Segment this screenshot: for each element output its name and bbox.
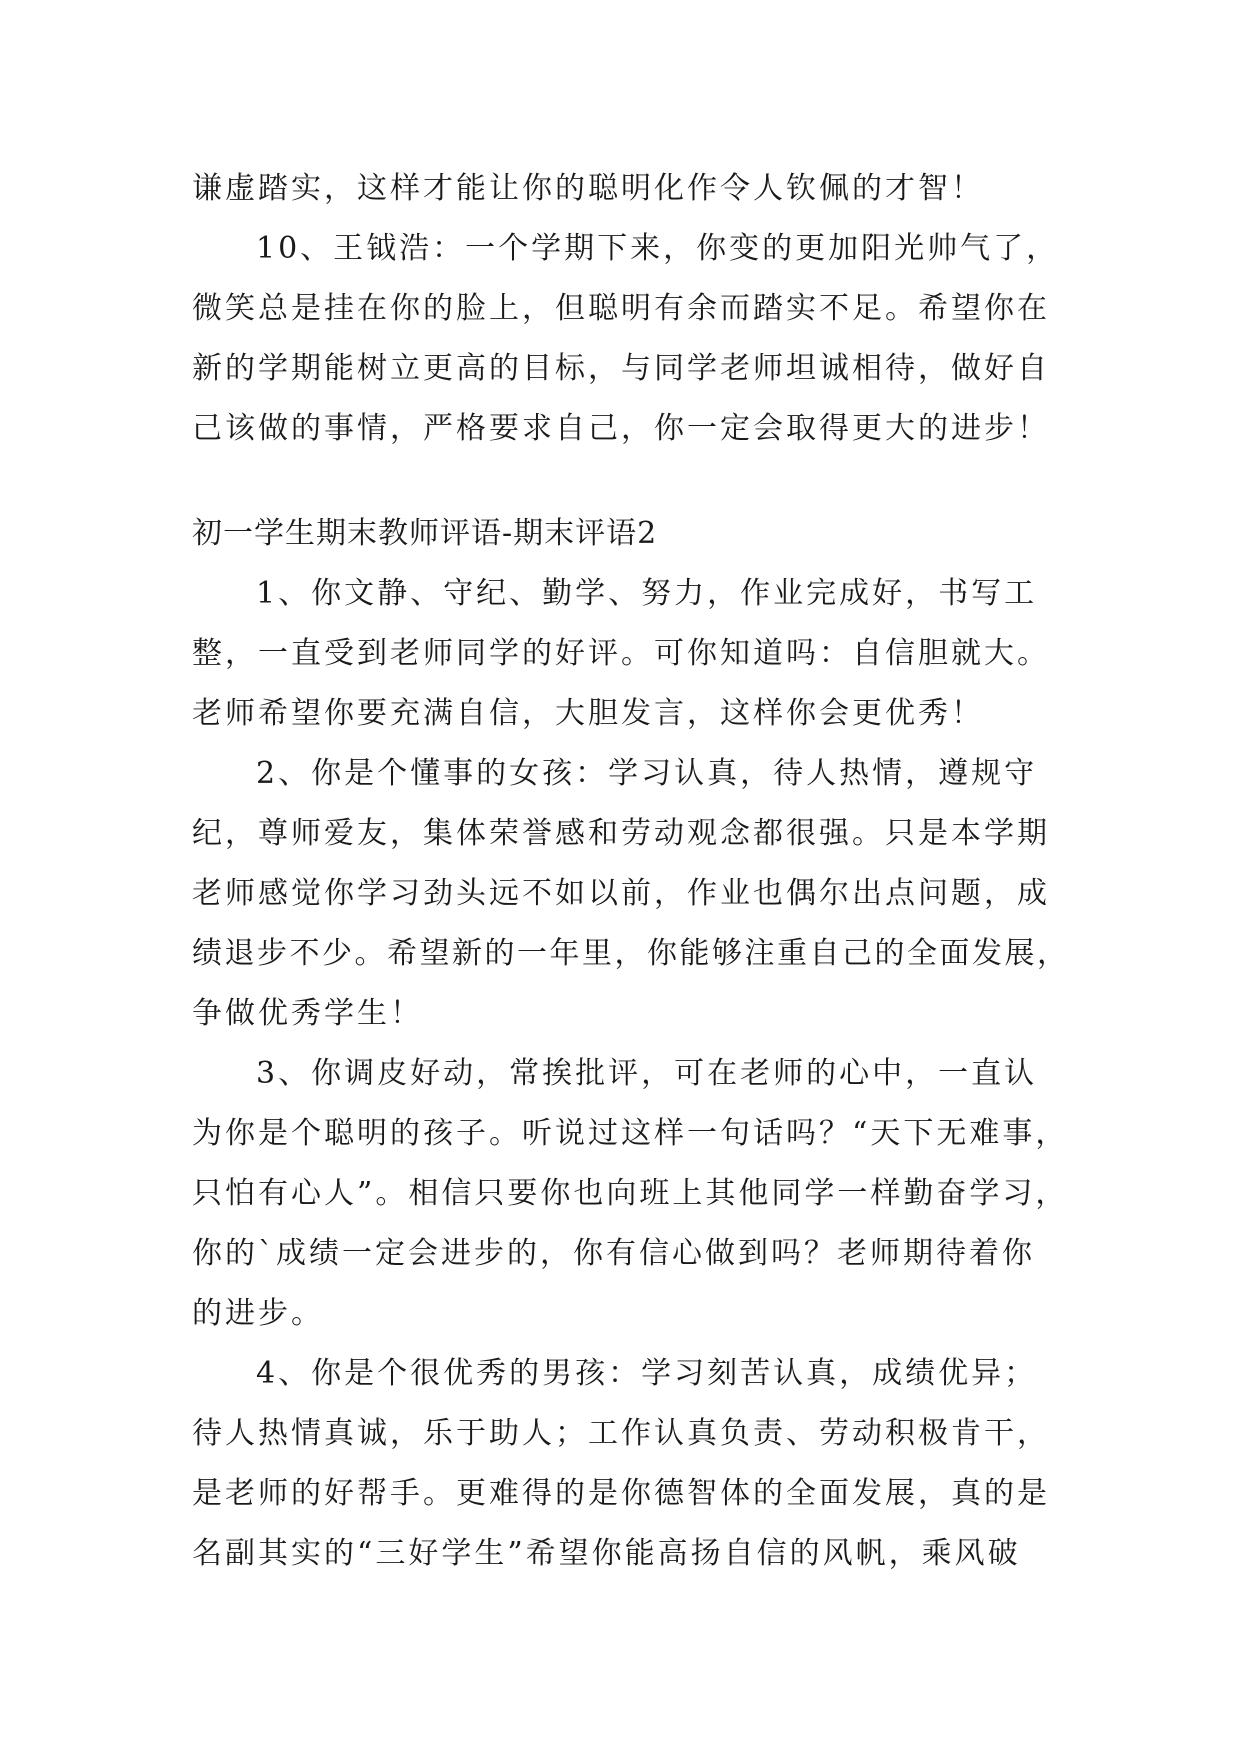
text-line: 争做优秀学生！ xyxy=(192,996,423,1031)
text-line: 你的`成绩一定会进步的，你有信心做到吗？老师期待着你 xyxy=(192,1236,1035,1271)
text-line: 老师希望你要充满自信，大胆发言，这样你会更优秀！ xyxy=(192,696,984,731)
comment-10-first-line: 10、王钺浩：一个学期下来，你变的更加阳光帅气了， xyxy=(256,231,1060,266)
text-line: 绩退步不少。希望新的一年里，你能够注重自己的全面发展， xyxy=(192,936,1070,971)
section-heading: 初一学生期末教师评语-期末评语2 xyxy=(192,516,658,551)
comment-4-first-line: 4、你是个很优秀的男孩：学习刻苦认真，成绩优异； xyxy=(256,1356,1038,1391)
comment-2-first-line: 2、你是个懂事的女孩：学习认真，待人热情，遵规守 xyxy=(256,756,1038,791)
text-line: 新的学期能树立更高的目标，与同学老师坦诚相待，做好自 xyxy=(192,351,1050,386)
comment-1-first-line: 1、你文静、守纪、勤学、努力，作业完成好，书写工 xyxy=(256,576,1038,611)
text-line: 待人热情真诚，乐于助人；工作认真负责、劳动积极肯干， xyxy=(192,1416,1050,1451)
text-line: 为你是个聪明的孩子。听说过这样一句话吗？“天下无难事， xyxy=(192,1116,1069,1151)
text-line: 的进步。 xyxy=(192,1296,324,1331)
text-line: 老师感觉你学习劲头远不如以前，作业也偶尔出点问题，成 xyxy=(192,876,1050,911)
text-line: 纪，尊师爱友，集体荣誉感和劳动观念都很强。只是本学期 xyxy=(192,816,1050,851)
text-line: 整，一直受到老师同学的好评。可你知道吗：自信胆就大。 xyxy=(192,636,1050,671)
text-line: 己该做的事情，严格要求自己，你一定会取得更大的进步！ xyxy=(192,411,1050,446)
text-line: 是老师的好帮手。更难得的是你德智体的全面发展，真的是 xyxy=(192,1476,1050,1511)
text-line: 名副其实的“三好学生”希望你能高扬自信的风帆，乘风破 xyxy=(192,1536,1021,1571)
text-line: 微笑总是挂在你的脸上，但聪明有余而踏实不足。希望你在 xyxy=(192,291,1050,326)
comment-3-first-line: 3、你调皮好动，常挨批评，可在老师的心中，一直认 xyxy=(256,1056,1038,1091)
text-line: 谦虚踏实，这样才能让你的聪明化作令人钦佩的才智！ xyxy=(192,171,984,206)
text-line: 只怕有心人”。相信只要你也向班上其他同学一样勤奋学习， xyxy=(192,1176,1069,1211)
